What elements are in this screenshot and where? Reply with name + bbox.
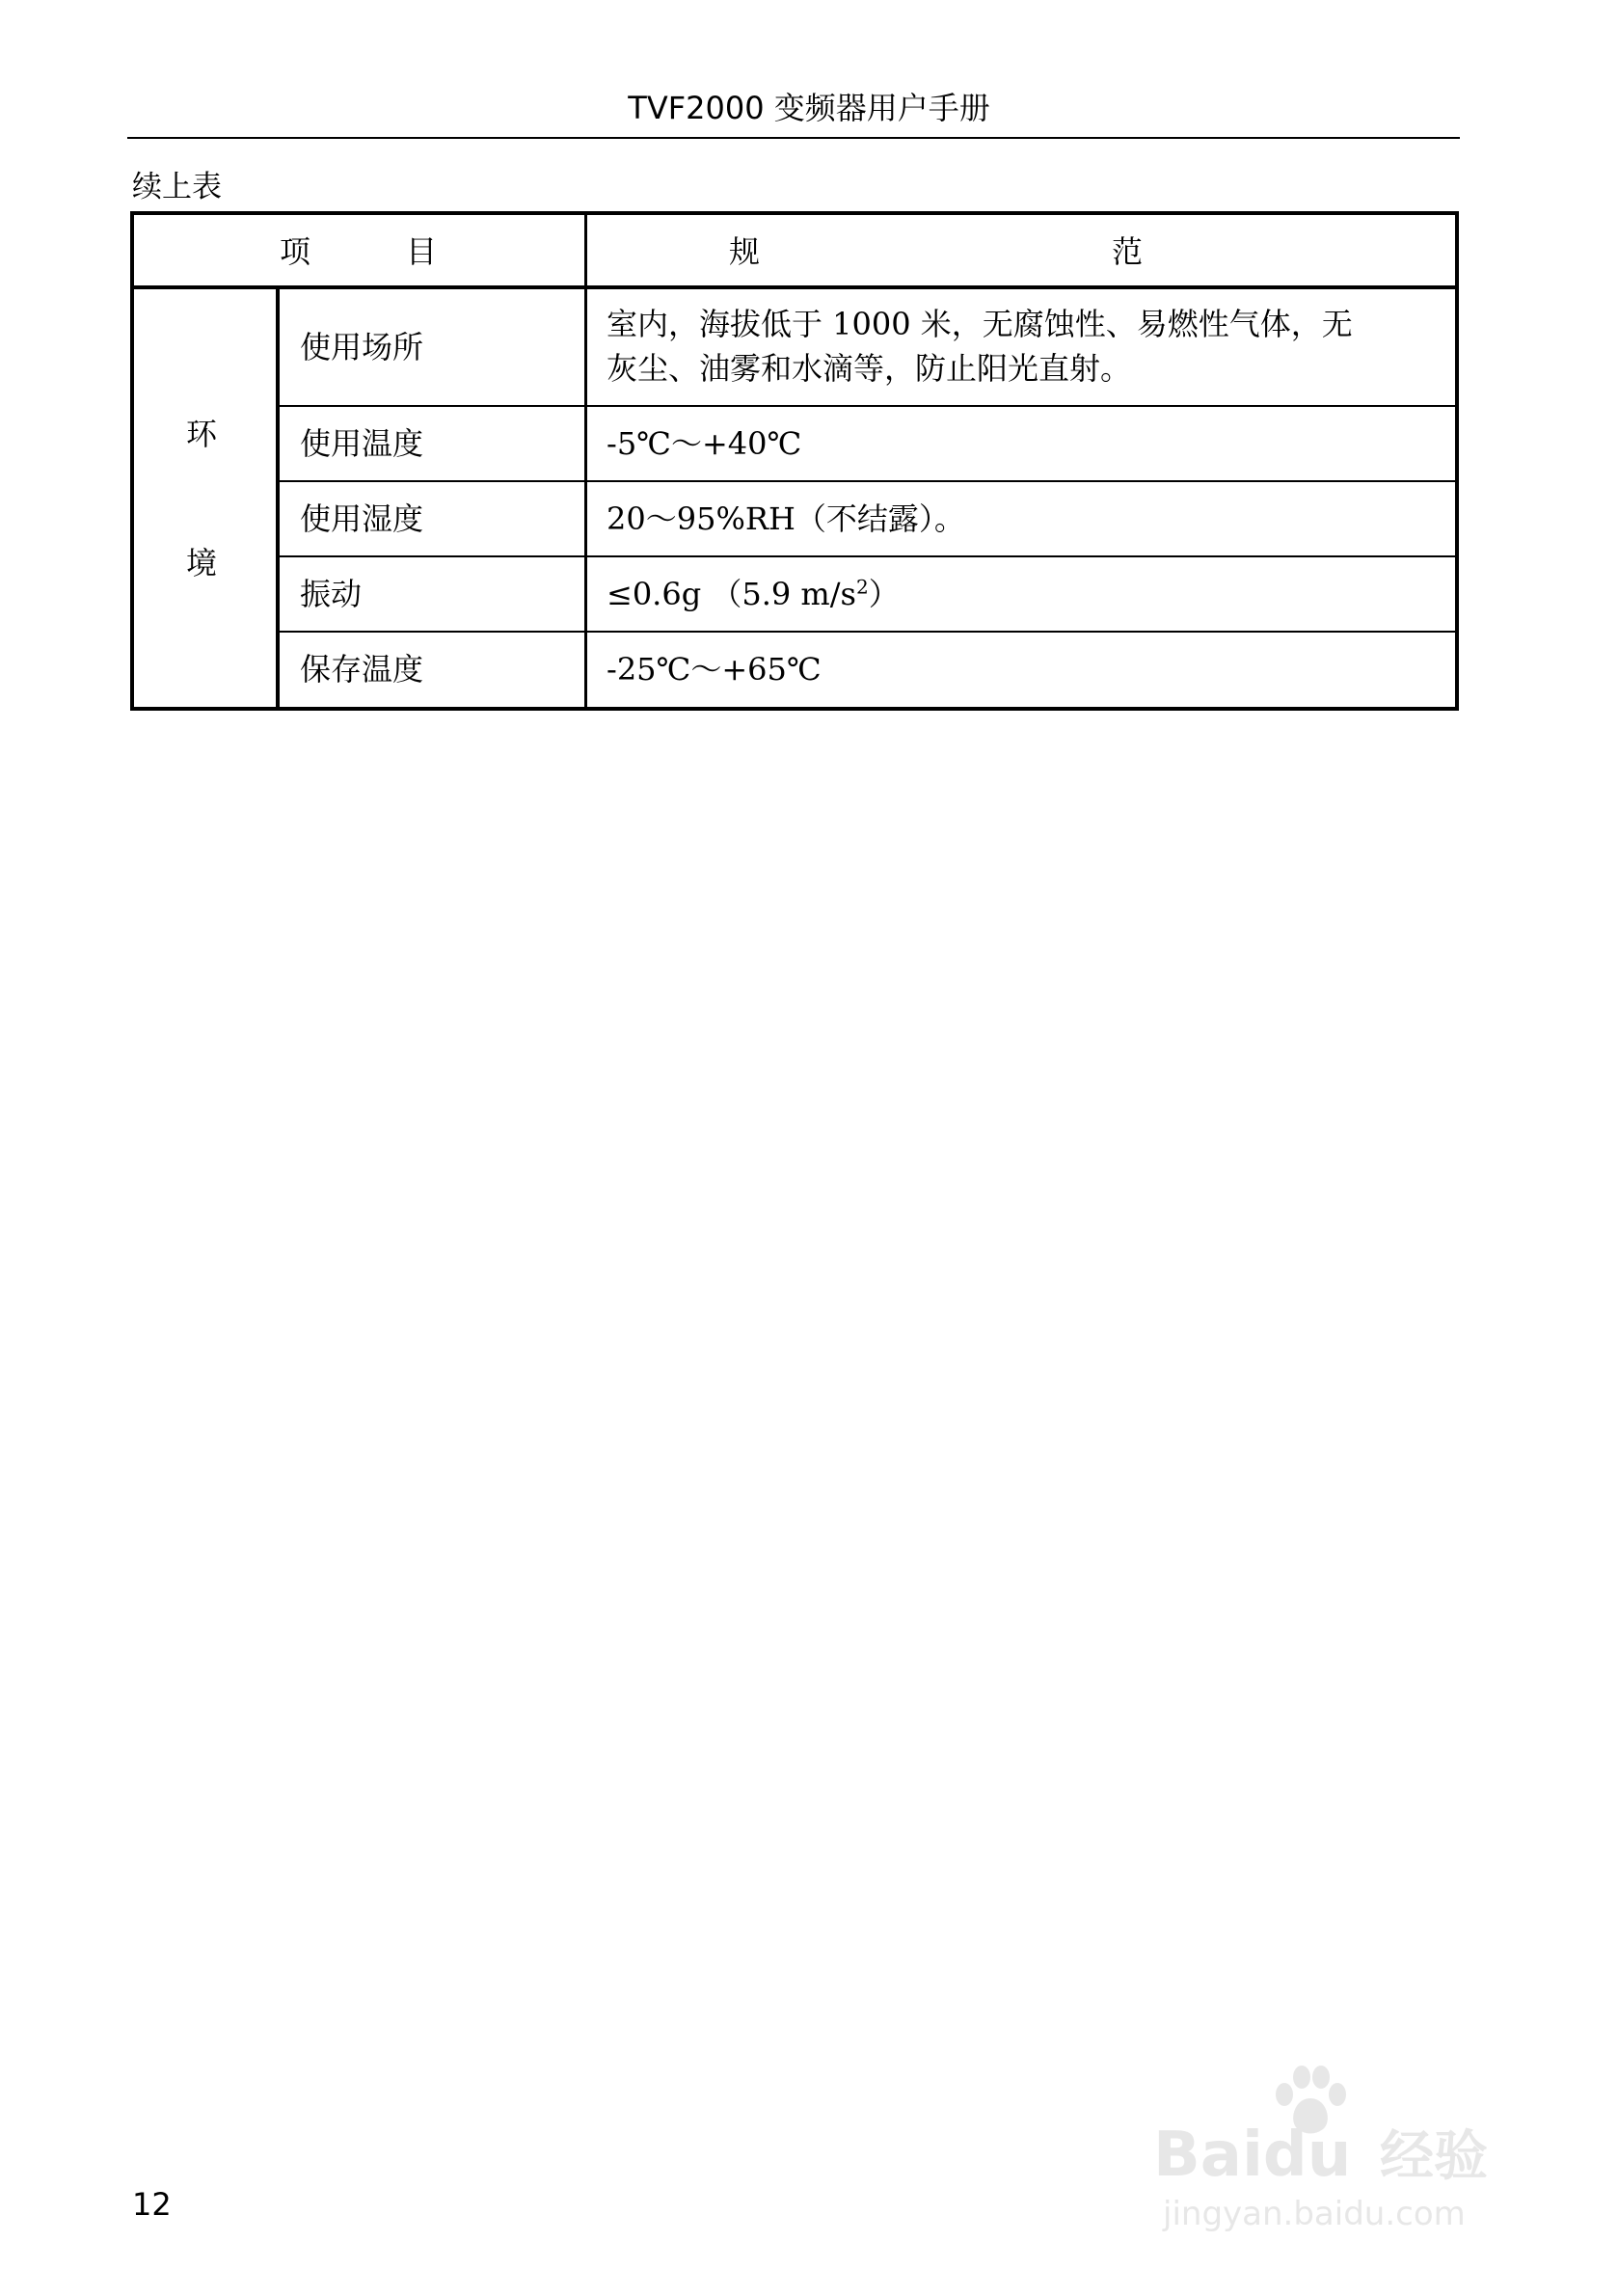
row-rule-4 [278, 631, 1455, 633]
row-spec-operating-temperature: -5℃～+40℃ [607, 425, 802, 462]
page-number: 12 [132, 2186, 172, 2223]
item-spec-column-rule [584, 215, 587, 707]
row-spec-location-line1: 室内，海拔低于 1000 米，无腐蚀性、易燃性气体，无 [607, 306, 1353, 342]
spec-table [130, 211, 1459, 711]
header-spec-char2: 范 [1112, 233, 1144, 270]
row-item-operating-humidity: 使用湿度 [300, 500, 424, 537]
header-item-char2: 目 [406, 233, 438, 270]
watermark-url: jingyan.baidu.com [1163, 2195, 1466, 2233]
row-spec-vibration [607, 572, 900, 616]
row-item-vibration: 振动 [300, 576, 363, 612]
watermark-brand-cn: 经验 [1380, 2125, 1488, 2188]
vibration-exponent: 2 [855, 575, 869, 599]
row-item-storage-temperature: 保存温度 [300, 651, 424, 688]
page-header-title: TVF2000 变频器用户手册 [628, 90, 990, 126]
header-rule [127, 137, 1460, 139]
row-rule-1 [278, 405, 1455, 407]
header-item-char1: 项 [280, 233, 311, 270]
row-spec-location-line2: 灰尘、油雾和水滴等，防止阳光直射。 [607, 350, 1132, 387]
row-rule-3 [278, 555, 1455, 557]
row-item-operating-temperature: 使用温度 [300, 425, 424, 462]
group-label-char1: 环 [186, 416, 218, 452]
row-spec-storage-temperature: -25℃～+65℃ [607, 651, 822, 688]
table-caption: 续上表 [132, 170, 222, 204]
group-label-char2: 境 [186, 545, 218, 581]
header-bottom-rule [134, 285, 1455, 289]
watermark-brand-latin: Baidu [1153, 2120, 1352, 2191]
row-rule-2 [278, 480, 1455, 482]
row-item-location: 使用场所 [300, 329, 424, 365]
baidu-jingyan-watermark [1153, 2064, 1539, 2237]
vibration-close-paren: ） [868, 576, 900, 612]
row-spec-operating-humidity: 20～95%RH（不结露）。 [607, 500, 965, 537]
vibration-value: ≤0.6g （5.9 m/s [607, 576, 856, 612]
header-spec-char1: 规 [729, 233, 761, 270]
group-column-rule [276, 289, 280, 707]
